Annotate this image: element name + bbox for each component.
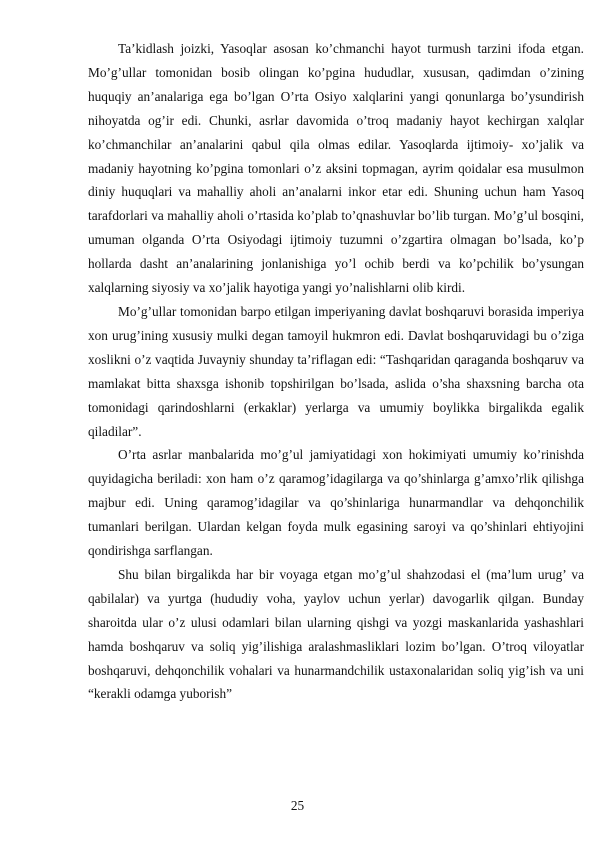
paragraph-4: Shu bilan birgalikda har bir voyaga etgan mo’g’ul shahzodasi el (ma’lum urug’ va qabilalar) va yurtga (hududiy voha, yaylov uchun yerlar) davogarlik qilgan. Bunday sharoitda ular o’z ulusi odamlari bilan ularning qishgi va yozgi maskanlarida yashashlari hamda boshqaruv va soliq yig’ilishiga aralashmasliklari lozim bo’lgan. O’troq viloyatlar boshqaruvi, dehqonchilik vohalari va hunarmandchilik ustaxonalaridan soliq yig’ish va uni “kerakli odamga yuborish” bbox=[88, 566, 584, 702]
paragraph-2: Mo’g’ullar tomonidan barpo etilgan imperiyaning davlat boshqaruvi borasida imperiya xon urug’ining xususiy mulki degan tamoyil hukmron edi. Davlat boshqaruvidagi bu o’ziga xoslikni o’z vaqtida Juvayniy shunday ta’riflagan edi: “Tashqaridan qaraganda boshqaruv va mamlakat bitta shaxsga ishonib topshirilgan bo’lsada, aslida o’sha shaxsning barcha ota tomonidagi qarindoshlarni (erkaklar) yerlarga va umumiy boylikka birgalikda egalik qiladilar”. bbox=[88, 303, 584, 439]
paragraph-3: O’rta asrlar manbalarida mo’g’ul jamiyatidagi xon hokimiyati umumiy ko’rinishda quyidagicha beriladi: xon ham o’z qaramog’idagilarga va qo’shinlarga g’amxo’rlik qilishga majbur edi. Uning qaramog’idagilar va qo’shinlariga hunarmandlar va dehqonchilik tumanlari berilgan. Ulardan kelgan foyda mulk egasining saroyi va qo’shinlari ehtiyojini qondirishga sarflangan. bbox=[88, 447, 584, 559]
paragraph-1: Ta’kidlash joizki, Yasoqlar asosan ko’chmanchi hayot turmush tarzini ifoda etgan. Mo’g’ullar tomonidan bosib olingan ko’pgina hududlar, xususan, qadimdan o’zining huquqiy an’analariga ega bo’lgan O’rta Osiyo xalqlarini yangi qonunlarga bo’ysundirish nihoyatda og’ir edi. Chunki, asrlar davomida o’troq madaniy hayot kechirgan xalqlar ko’chmanchilar an’analarini qabul qila olmas edilar. Yasoqlarda ijtimoiy- xo’jalik va madaniy hayotning ko’pgina tomonlari o’z aksini topmagan, ayrim qoidalar esa musulmon diniy huquqlari va mahalliy aholi an’analarni inkor etar edi. Shuning uchun ham Yasoq tarafdorlari va mahalliy aholi o’rtasida ko’plab to’qnashuvlar bo’lib turgan. Mo’g’ul bosqini, umuman olganda O’rta Osiyodagi ijtimoiy tuzumni o’zgartira olmagan bo’lsada, ko’p hollarda dasht an’analarining jonlanishiga yo’l ochib berdi va ko’pchilik bo’ysungan xalqlarning siyosiy va xo’jalik hayotiga yangi yo’nalishlarni olib kirdi. bbox=[88, 41, 584, 296]
body-text bbox=[88, 37, 584, 706]
page-number: 25 bbox=[290, 798, 305, 813]
